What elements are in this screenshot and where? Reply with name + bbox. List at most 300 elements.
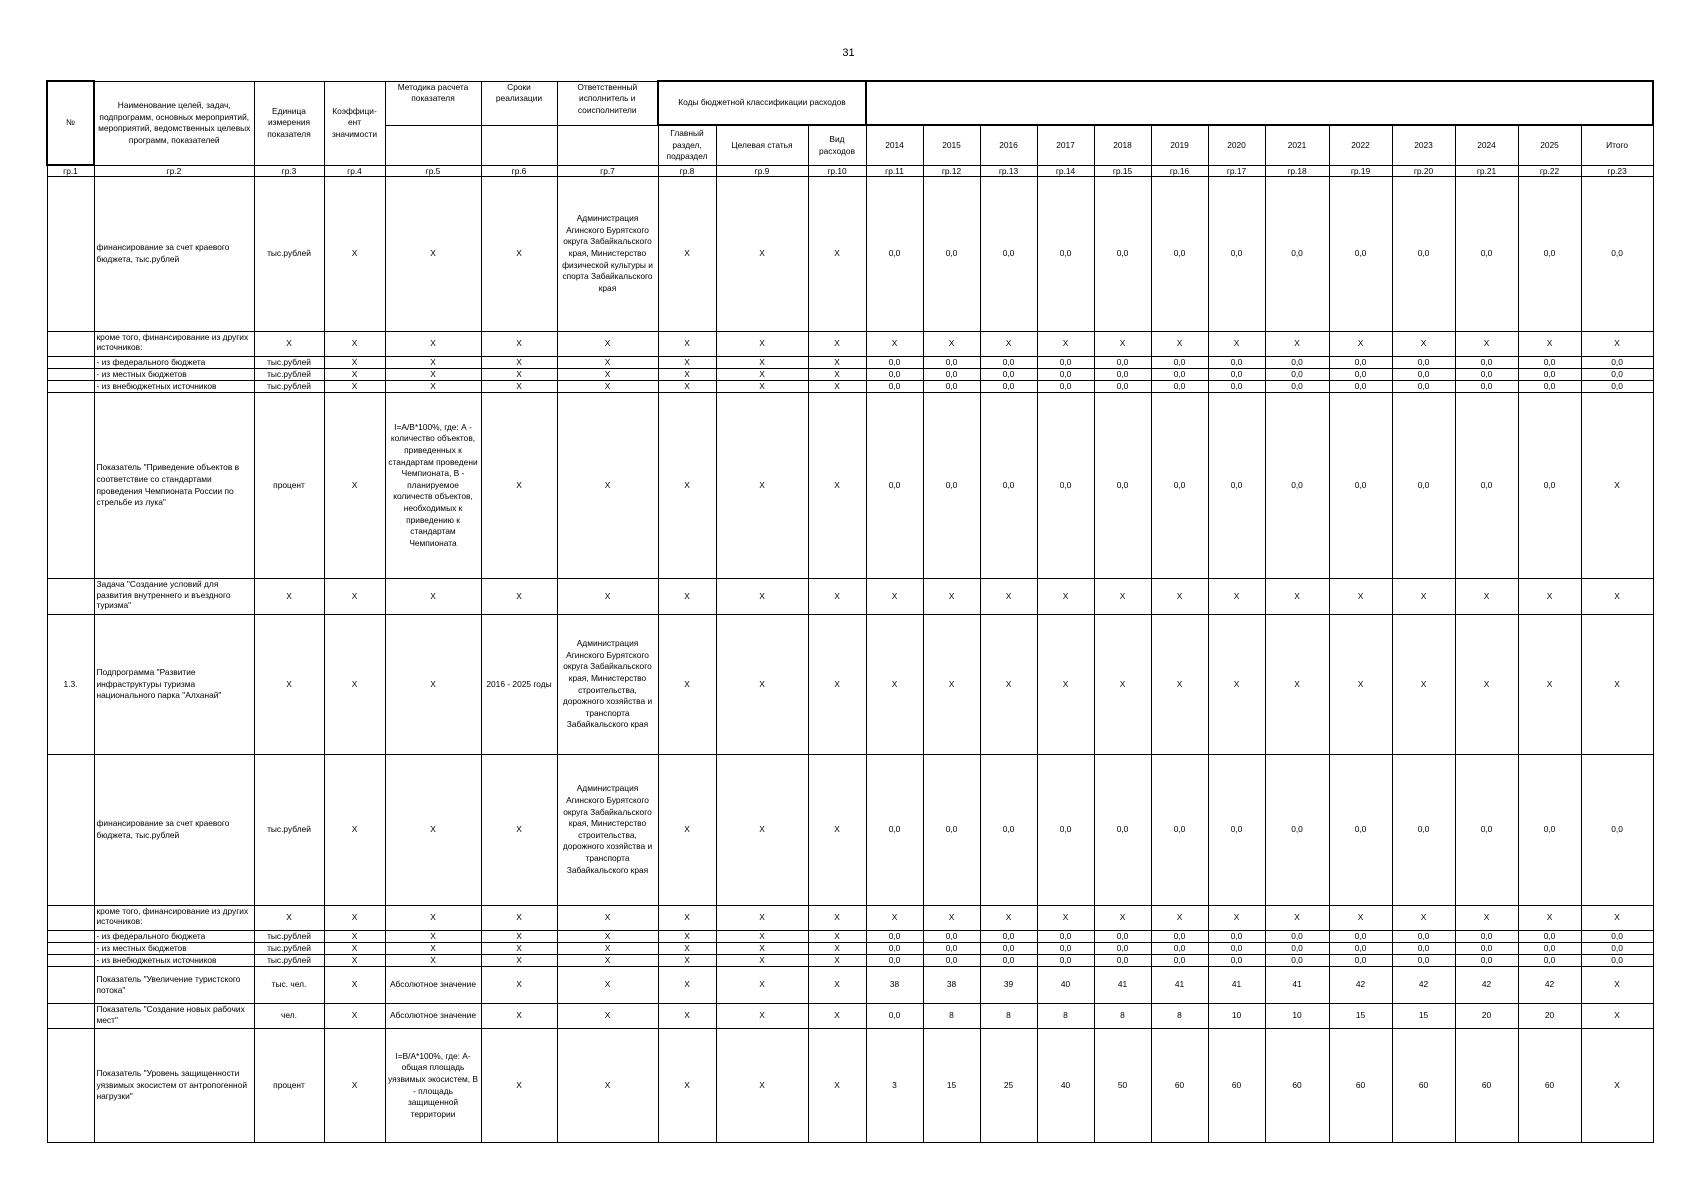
cell-unit: тыс.рублей xyxy=(254,176,324,331)
cell-year-value: X xyxy=(1518,331,1581,356)
cell-expense: X xyxy=(808,331,866,356)
cell-year-value: 0,0 xyxy=(1455,930,1518,942)
cell-method: X xyxy=(385,905,481,930)
cell-total: X xyxy=(1581,905,1653,930)
cell-unit: чел. xyxy=(254,1004,324,1029)
cell-coef: X xyxy=(324,615,385,755)
column-number: гр.15 xyxy=(1094,165,1151,176)
cell-year-value: X xyxy=(980,615,1037,755)
cell-unit: X xyxy=(254,579,324,615)
cell-coef: X xyxy=(324,579,385,615)
cell-year-value: 60 xyxy=(1518,1029,1581,1143)
cell-year-value: 0,0 xyxy=(1518,930,1581,942)
cell-year-value: 0,0 xyxy=(1329,356,1392,368)
cell-expense: X xyxy=(808,754,866,905)
cell-year-value: X xyxy=(1151,579,1208,615)
header-year: 2018 xyxy=(1094,125,1151,165)
cell-unit: X xyxy=(254,615,324,755)
cell-year-value: 0,0 xyxy=(1518,393,1581,579)
cell-article: X xyxy=(716,393,808,579)
cell-year-value: 0,0 xyxy=(1151,754,1208,905)
cell-year-value: X xyxy=(980,905,1037,930)
cell-year-value: X xyxy=(866,579,923,615)
cell-method: X xyxy=(385,356,481,368)
cell-year-value: 0,0 xyxy=(1518,942,1581,954)
cell-year-value: 0,0 xyxy=(866,754,923,905)
cell-year-value: 0,0 xyxy=(1392,393,1455,579)
cell-year-value: 0,0 xyxy=(1037,754,1094,905)
cell-year-value: 40 xyxy=(1037,967,1094,1004)
cell-year-value: 8 xyxy=(1151,1004,1208,1029)
cell-executor: X xyxy=(557,967,658,1004)
cell-year-value: 0,0 xyxy=(1094,954,1151,966)
column-number: гр.11 xyxy=(866,165,923,176)
cell-expense: X xyxy=(808,356,866,368)
cell-total: 0,0 xyxy=(1581,954,1653,966)
cell-section: X xyxy=(658,368,716,380)
cell-no xyxy=(47,905,94,930)
cell-year-value: 42 xyxy=(1455,967,1518,1004)
cell-year-value: 0,0 xyxy=(866,393,923,579)
cell-year-value: 20 xyxy=(1518,1004,1581,1029)
page-number: 31 xyxy=(842,47,855,59)
column-number: гр.13 xyxy=(980,165,1037,176)
cell-article: X xyxy=(716,1029,808,1143)
cell-no xyxy=(47,381,94,393)
cell-year-value: 0,0 xyxy=(1265,930,1329,942)
cell-year-value: 0,0 xyxy=(1455,368,1518,380)
table-row xyxy=(47,930,1653,942)
cell-year-value: 0,0 xyxy=(980,368,1037,380)
cell-no xyxy=(47,393,94,579)
cell-terms: X xyxy=(481,1004,557,1029)
cell-year-value: 0,0 xyxy=(1037,356,1094,368)
cell-executor: X xyxy=(557,381,658,393)
cell-year-value: 0,0 xyxy=(866,368,923,380)
cell-unit: процент xyxy=(254,1029,324,1143)
cell-section: X xyxy=(658,381,716,393)
cell-coef: X xyxy=(324,393,385,579)
cell-year-value: X xyxy=(1208,615,1265,755)
header-name: Наименование целей, задач, подпрограмм, основных мероприятий, мероприятий, ведомственных целевых программ, показателей xyxy=(94,81,254,165)
cell-expense: X xyxy=(808,930,866,942)
cell-year-value: X xyxy=(923,579,980,615)
cell-year-value: 0,0 xyxy=(980,942,1037,954)
cell-coef: X xyxy=(324,754,385,905)
column-number: гр.4 xyxy=(324,165,385,176)
cell-year-value: 0,0 xyxy=(1329,954,1392,966)
cell-year-value: 0,0 xyxy=(866,942,923,954)
cell-year-value: 0,0 xyxy=(1208,356,1265,368)
cell-article: X xyxy=(716,368,808,380)
cell-year-value: 0,0 xyxy=(923,381,980,393)
cell-section: X xyxy=(658,579,716,615)
cell-year-value: 15 xyxy=(923,1029,980,1143)
header-year: 2021 xyxy=(1265,125,1329,165)
table-row xyxy=(47,331,1653,356)
column-number: гр.22 xyxy=(1518,165,1581,176)
cell-terms: X xyxy=(481,967,557,1004)
cell-year-value: 10 xyxy=(1265,1004,1329,1029)
cell-year-value: X xyxy=(1265,579,1329,615)
cell-executor: X xyxy=(557,356,658,368)
cell-no xyxy=(47,942,94,954)
cell-name: Задача "Создание условий для развития внутреннего и въездного туризма" xyxy=(94,579,254,615)
cell-total: 0,0 xyxy=(1581,176,1653,331)
table-row xyxy=(47,393,1653,579)
cell-unit: тыс. чел. xyxy=(254,967,324,1004)
cell-executor: Администрация Агинского Бурятского округа Забайкальского края, Министерство строительства, дорожного хозяйства и транспорта Забайкальского края xyxy=(557,754,658,905)
table-row xyxy=(47,905,1653,930)
cell-year-value: 0,0 xyxy=(1151,942,1208,954)
cell-year-value: 0,0 xyxy=(1392,368,1455,380)
cell-unit: X xyxy=(254,331,324,356)
cell-year-value: X xyxy=(980,579,1037,615)
cell-year-value: X xyxy=(1392,579,1455,615)
cell-executor: X xyxy=(557,1004,658,1029)
cell-section: X xyxy=(658,954,716,966)
table-row xyxy=(47,967,1653,1004)
cell-year-value: 60 xyxy=(1329,1029,1392,1143)
cell-terms: X xyxy=(481,942,557,954)
cell-coef: X xyxy=(324,368,385,380)
cell-year-value: 40 xyxy=(1037,1029,1094,1143)
header-year: 2016 xyxy=(980,125,1037,165)
cell-executor: X xyxy=(557,1029,658,1143)
cell-name: кроме того, финансирование из других источников: xyxy=(94,331,254,356)
header-year: 2022 xyxy=(1329,125,1392,165)
cell-year-value: 8 xyxy=(923,1004,980,1029)
cell-name: - из федерального бюджета xyxy=(94,356,254,368)
cell-year-value: 0,0 xyxy=(923,368,980,380)
cell-year-value: 0,0 xyxy=(1455,942,1518,954)
cell-executor: Администрация Агинского Бурятского округа Забайкальского края, Министерство физической культуры и спорта Забайкальского края xyxy=(557,176,658,331)
cell-year-value: 0,0 xyxy=(1518,356,1581,368)
cell-section: X xyxy=(658,1029,716,1143)
cell-unit: тыс.рублей xyxy=(254,954,324,966)
cell-expense: X xyxy=(808,942,866,954)
cell-year-value: X xyxy=(1037,331,1094,356)
cell-name: кроме того, финансирование из других источников: xyxy=(94,905,254,930)
cell-year-value: 0,0 xyxy=(1094,368,1151,380)
cell-year-value: 0,0 xyxy=(1265,942,1329,954)
cell-section: X xyxy=(658,942,716,954)
cell-year-value: 0,0 xyxy=(1392,954,1455,966)
cell-article: X xyxy=(716,381,808,393)
cell-year-value: 25 xyxy=(980,1029,1037,1143)
column-number: гр.1 xyxy=(47,165,94,176)
cell-terms: X xyxy=(481,930,557,942)
cell-year-value: X xyxy=(1265,905,1329,930)
cell-unit: тыс.рублей xyxy=(254,754,324,905)
cell-method: I=B/A*100%, где: А- общая площадь уязвимых экосистем, В - площадь защищенной территории xyxy=(385,1029,481,1143)
cell-year-value: 8 xyxy=(1094,1004,1151,1029)
cell-year-value: 0,0 xyxy=(923,942,980,954)
cell-year-value: 42 xyxy=(1392,967,1455,1004)
cell-section: X xyxy=(658,1004,716,1029)
cell-year-value: X xyxy=(1392,331,1455,356)
cell-year-value: 0,0 xyxy=(923,176,980,331)
header-year: 2019 xyxy=(1151,125,1208,165)
cell-year-value: 20 xyxy=(1455,1004,1518,1029)
cell-year-value: 0,0 xyxy=(866,1004,923,1029)
cell-year-value: 0,0 xyxy=(1208,176,1265,331)
cell-total: X xyxy=(1581,579,1653,615)
cell-coef: X xyxy=(324,967,385,1004)
cell-year-value: X xyxy=(1265,331,1329,356)
cell-year-value: 0,0 xyxy=(1265,356,1329,368)
cell-year-value: X xyxy=(866,905,923,930)
header-budget-codes: Коды бюджетной классификации расходов xyxy=(658,81,866,125)
header-executor-sub xyxy=(557,125,658,165)
cell-terms: X xyxy=(481,954,557,966)
cell-terms: X xyxy=(481,381,557,393)
table-row xyxy=(47,176,1653,331)
cell-name: Подпрограмма "Развитие инфраструктуры туризма национального парка "Алханай" xyxy=(94,615,254,755)
table-row xyxy=(47,1004,1653,1029)
cell-name: - из федерального бюджета xyxy=(94,930,254,942)
cell-total: 0,0 xyxy=(1581,368,1653,380)
cell-terms: X xyxy=(481,905,557,930)
cell-name: Показатель "Приведение объектов в соответствие со стандартами проведения Чемпионата России по стрельбе из лука" xyxy=(94,393,254,579)
table-row xyxy=(47,381,1653,393)
cell-year-value: 0,0 xyxy=(1151,393,1208,579)
column-number: гр.8 xyxy=(658,165,716,176)
cell-year-value: 0,0 xyxy=(923,754,980,905)
cell-year-value: 0,0 xyxy=(866,954,923,966)
cell-year-value: 0,0 xyxy=(1392,381,1455,393)
cell-year-value: 0,0 xyxy=(1392,930,1455,942)
cell-total: X xyxy=(1581,331,1653,356)
table-row xyxy=(47,356,1653,368)
cell-year-value: 8 xyxy=(980,1004,1037,1029)
cell-coef: X xyxy=(324,331,385,356)
cell-unit: тыс.рублей xyxy=(254,930,324,942)
cell-year-value: 0,0 xyxy=(1392,176,1455,331)
cell-year-value: 0,0 xyxy=(1518,754,1581,905)
cell-article: X xyxy=(716,579,808,615)
cell-year-value: X xyxy=(1265,615,1329,755)
cell-unit: X xyxy=(254,905,324,930)
cell-year-value: X xyxy=(1329,331,1392,356)
cell-year-value: 50 xyxy=(1094,1029,1151,1143)
cell-section: X xyxy=(658,393,716,579)
cell-name: финансирование за счет краевого бюджета, тыс.рублей xyxy=(94,754,254,905)
column-number: гр.19 xyxy=(1329,165,1392,176)
cell-year-value: 60 xyxy=(1151,1029,1208,1143)
cell-method: X xyxy=(385,176,481,331)
cell-year-value: 0,0 xyxy=(1329,176,1392,331)
cell-year-value: 60 xyxy=(1392,1029,1455,1143)
cell-year-value: 0,0 xyxy=(1518,176,1581,331)
column-number: гр.7 xyxy=(557,165,658,176)
cell-year-value: 0,0 xyxy=(1151,356,1208,368)
cell-terms: X xyxy=(481,331,557,356)
column-number: гр.23 xyxy=(1581,165,1653,176)
cell-year-value: 0,0 xyxy=(1455,393,1518,579)
cell-coef: X xyxy=(324,381,385,393)
cell-year-value: X xyxy=(923,331,980,356)
cell-name: - из местных бюджетов xyxy=(94,942,254,954)
cell-coef: X xyxy=(324,905,385,930)
cell-year-value: 0,0 xyxy=(1037,942,1094,954)
cell-year-value: X xyxy=(1329,579,1392,615)
cell-year-value: 0,0 xyxy=(1455,381,1518,393)
cell-year-value: X xyxy=(1037,905,1094,930)
cell-total: X xyxy=(1581,1004,1653,1029)
cell-method: X xyxy=(385,579,481,615)
cell-year-value: X xyxy=(1151,905,1208,930)
table-row xyxy=(47,368,1653,380)
header-total: Итого xyxy=(1581,125,1653,165)
cell-year-value: 0,0 xyxy=(1037,176,1094,331)
cell-year-value: 15 xyxy=(1329,1004,1392,1029)
cell-year-value: 0,0 xyxy=(1037,381,1094,393)
cell-article: X xyxy=(716,942,808,954)
cell-year-value: 0,0 xyxy=(1208,381,1265,393)
cell-expense: X xyxy=(808,615,866,755)
column-number: гр.3 xyxy=(254,165,324,176)
cell-method: X xyxy=(385,930,481,942)
cell-expense: X xyxy=(808,368,866,380)
cell-article: X xyxy=(716,754,808,905)
cell-section: X xyxy=(658,930,716,942)
cell-no xyxy=(47,1004,94,1029)
cell-year-value: 0,0 xyxy=(923,954,980,966)
cell-year-value: X xyxy=(1208,905,1265,930)
header-executor: Ответственный исполнитель и соисполнители xyxy=(557,81,658,125)
cell-year-value: 0,0 xyxy=(1094,393,1151,579)
cell-name: Показатель "Создание новых рабочих мест" xyxy=(94,1004,254,1029)
cell-section: X xyxy=(658,754,716,905)
cell-year-value: 0,0 xyxy=(923,356,980,368)
cell-coef: X xyxy=(324,942,385,954)
cell-unit: тыс.рублей xyxy=(254,356,324,368)
cell-article: X xyxy=(716,954,808,966)
cell-year-value: 0,0 xyxy=(1392,754,1455,905)
cell-year-value: 0,0 xyxy=(1208,368,1265,380)
cell-year-value: 0,0 xyxy=(1208,930,1265,942)
cell-article: X xyxy=(716,176,808,331)
cell-year-value: 0,0 xyxy=(866,381,923,393)
cell-total: X xyxy=(1581,615,1653,755)
cell-year-value: 0,0 xyxy=(1455,754,1518,905)
cell-year-value: 0,0 xyxy=(1392,942,1455,954)
cell-year-value: 0,0 xyxy=(1094,176,1151,331)
header-unit: Единица измерения показателя xyxy=(254,81,324,165)
cell-year-value: 0,0 xyxy=(1208,954,1265,966)
header-year: 2014 xyxy=(866,125,923,165)
cell-method: X xyxy=(385,615,481,755)
cell-total: 0,0 xyxy=(1581,356,1653,368)
cell-article: X xyxy=(716,905,808,930)
cell-year-value: 0,0 xyxy=(866,930,923,942)
cell-executor: X xyxy=(557,579,658,615)
cell-year-value: X xyxy=(1392,615,1455,755)
cell-total: X xyxy=(1581,393,1653,579)
cell-year-value: 60 xyxy=(1265,1029,1329,1143)
cell-unit: процент xyxy=(254,393,324,579)
cell-total: 0,0 xyxy=(1581,381,1653,393)
cell-year-value: 0,0 xyxy=(1094,942,1151,954)
cell-coef: X xyxy=(324,930,385,942)
cell-year-value: 60 xyxy=(1208,1029,1265,1143)
column-number: гр.10 xyxy=(808,165,866,176)
header-coef: Коэффици-ент значимости xyxy=(324,81,385,165)
cell-year-value: X xyxy=(1518,905,1581,930)
cell-method: Абсолютное значение xyxy=(385,967,481,1004)
cell-total: 0,0 xyxy=(1581,942,1653,954)
cell-year-value: 15 xyxy=(1392,1004,1455,1029)
cell-no xyxy=(47,331,94,356)
cell-year-value: X xyxy=(1518,579,1581,615)
cell-year-value: 38 xyxy=(923,967,980,1004)
header-article: Целевая статья xyxy=(716,125,808,165)
cell-year-value: 0,0 xyxy=(1037,368,1094,380)
cell-name: - из внебюджетных источников xyxy=(94,381,254,393)
cell-executor: Администрация Агинского Бурятского округа Забайкальского края, Министерство строительства, дорожного хозяйства и транспорта Забайкальского края xyxy=(557,615,658,755)
cell-year-value: 0,0 xyxy=(1151,381,1208,393)
cell-year-value: 41 xyxy=(1151,967,1208,1004)
cell-year-value: X xyxy=(1094,905,1151,930)
cell-method: I=A/B*100%, где: А - количество объектов, приведенных к стандартам проведени Чемпионата, В - планируемое количеств объектов, необходимых к приведению к стандартам Чемпионата xyxy=(385,393,481,579)
cell-method: X xyxy=(385,754,481,905)
header-year: 2017 xyxy=(1037,125,1094,165)
cell-article: X xyxy=(716,331,808,356)
cell-year-value: 38 xyxy=(866,967,923,1004)
header-year: 2020 xyxy=(1208,125,1265,165)
cell-terms: X xyxy=(481,356,557,368)
header-year: 2025 xyxy=(1518,125,1581,165)
cell-section: X xyxy=(658,615,716,755)
cell-no xyxy=(47,930,94,942)
cell-section: X xyxy=(658,967,716,1004)
cell-total: X xyxy=(1581,1029,1653,1143)
cell-year-value: 10 xyxy=(1208,1004,1265,1029)
cell-year-value: X xyxy=(1094,331,1151,356)
cell-expense: X xyxy=(808,905,866,930)
cell-year-value: 0,0 xyxy=(1265,954,1329,966)
cell-year-value: 0,0 xyxy=(980,381,1037,393)
cell-year-value: X xyxy=(1329,615,1392,755)
column-number: гр.5 xyxy=(385,165,481,176)
cell-year-value: 0,0 xyxy=(1329,930,1392,942)
cell-no xyxy=(47,356,94,368)
column-number: гр.2 xyxy=(94,165,254,176)
cell-total: 0,0 xyxy=(1581,754,1653,905)
cell-executor: X xyxy=(557,393,658,579)
cell-name: - из внебюджетных источников xyxy=(94,954,254,966)
cell-no xyxy=(47,579,94,615)
header-year: 2023 xyxy=(1392,125,1455,165)
column-number: гр.6 xyxy=(481,165,557,176)
indicators-table xyxy=(46,80,1654,1143)
cell-year-value: X xyxy=(866,615,923,755)
cell-year-value: 0,0 xyxy=(1151,176,1208,331)
cell-method: X xyxy=(385,368,481,380)
cell-year-value: 0,0 xyxy=(923,393,980,579)
column-number: гр.18 xyxy=(1265,165,1329,176)
cell-year-value: 8 xyxy=(1037,1004,1094,1029)
cell-year-value: 0,0 xyxy=(1208,942,1265,954)
cell-terms: X xyxy=(481,368,557,380)
cell-year-value: X xyxy=(1455,579,1518,615)
cell-year-value: 0,0 xyxy=(1455,356,1518,368)
cell-year-value: X xyxy=(1455,331,1518,356)
cell-year-value: 0,0 xyxy=(1094,754,1151,905)
cell-expense: X xyxy=(808,967,866,1004)
cell-year-value: 41 xyxy=(1208,967,1265,1004)
